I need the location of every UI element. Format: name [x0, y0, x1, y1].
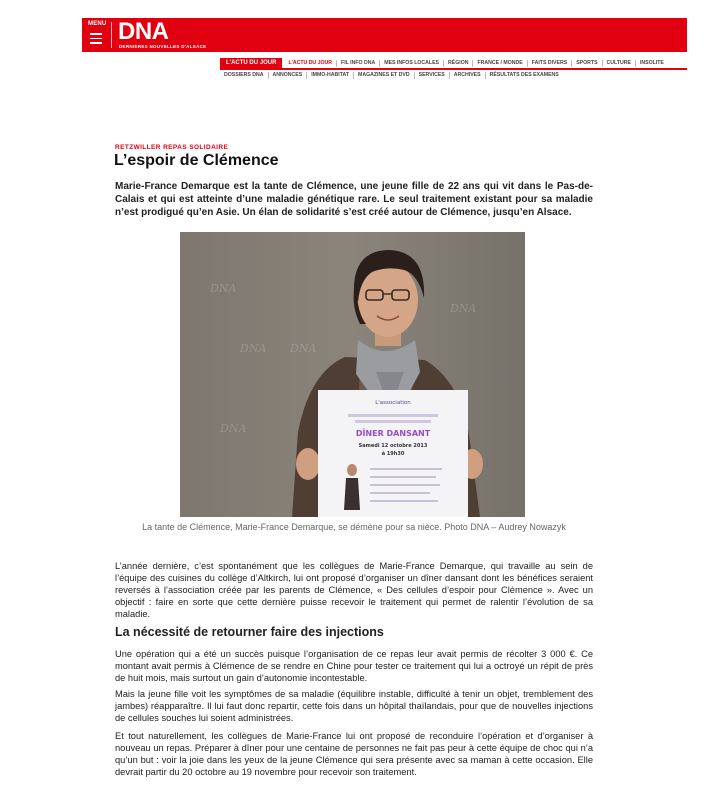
nav-item-magazines[interactable]: MAGAZINES ET DVD [354, 72, 415, 79]
svg-text:DNA: DNA [450, 302, 477, 315]
article-lead: Marie-France Demarque est la tante de Clémence, une jeune fille de 22 ans qui vit dans le Pas-de-Calais et qui est atteinte d’une maladie génétique rare. Le seul traitement existant pour sa maladie n’est prodigué qu’en Asie. Un élan de solidarité s’est créé autour de Clémence, jusqu’en Alsace. [115, 181, 593, 218]
svg-text:DNA: DNA [220, 422, 247, 435]
nav-item-archives[interactable]: ARCHIVES [450, 72, 486, 79]
poster-event: DÎNER DANSANT [355, 429, 431, 438]
site-logo[interactable]: DNA [118, 18, 169, 45]
menu-label: MENU [88, 21, 107, 27]
article-paragraph-4: Et tout naturellement, les collègues de Marie-France lui ont proposé de reconduire l’opération et d’organiser à nouveau un repas. Préparer à dîner pour une centaine de personnes ne fait pas peur à cette équipe de choc qui n’a qu’un but : voir la joie dans les yeux de la jeune Clémence qui sera présente avec sa maman à cette occasion. Elle devrait partir du 20 octobre au 19 novembre pour recevoir son traitement. [115, 731, 593, 777]
nav-item-dossiers[interactable]: DOSSIERS DNA [220, 72, 269, 79]
menu-button[interactable] [82, 18, 110, 52]
nav-item-resultats-examens[interactable]: RÉSULTATS DES EXAMENS [489, 71, 559, 78]
nav-item-services[interactable]: SERVICES [415, 72, 450, 79]
header-divider [111, 22, 112, 48]
nav-item-sports[interactable]: SPORTS [572, 60, 602, 67]
nav-item-mes-infos-locales[interactable]: MES INFOS LOCALES [380, 60, 444, 67]
poster-date: Samedi 12 octobre 2013 [358, 443, 428, 449]
article-title: L’espoir de Clémence [114, 152, 279, 169]
photo-watermark: DNA [210, 282, 237, 295]
nav-item-actu-du-jour[interactable]: L'ACTU DU JOUR [284, 60, 337, 67]
nav-badge-actu-du-jour[interactable]: L'ACTU DU JOUR [220, 58, 282, 68]
article-paragraph-2: Une opération qui a été un succès puisque l’organisation de ce repas leur avait permis de récolter 3 000 €. Ce montant avait permis à Clémence de se rendre en Chine pour tester ce traitement qui lui a octroyé un répit de près de huit mois, mais surtout un gain d’autonomie incontestable. [115, 649, 593, 683]
nav-item-region[interactable]: RÉGION [444, 60, 473, 67]
poster-title: L'association [375, 400, 411, 406]
article-paragraph-3: Mais la jeune fille voit les symptômes de sa maladie (équilibre instable, difficulté à tenir un objet, tremblement des jambes) réapparaître. Il lui faut donc repartir, cette fois dans un hôpital thaïlandais, pour que de nouvelles injections de cellules souches lui soient administrées. [115, 689, 593, 723]
nav-item-faits-divers[interactable]: FAITS DIVERS [528, 60, 572, 67]
nav-item-annonces[interactable]: ANNONCES [269, 72, 308, 79]
poster-time: à 19h30 [381, 451, 405, 457]
site-logo-subtitle: DERNIÈRES NOUVELLES D'ALSACE [119, 44, 207, 49]
nav-item-insolite[interactable]: INSOLITE [639, 59, 664, 66]
svg-text:DNA: DNA [240, 342, 267, 355]
nav-row-secondary [220, 70, 563, 80]
article-subheading: La nécessité de retourner faire des injections [115, 625, 384, 639]
article-photo [180, 232, 525, 517]
nav-item-fil-info[interactable]: FIL INFO DNA [337, 60, 380, 67]
svg-text:DNA: DNA [290, 342, 317, 355]
nav-row-primary [220, 58, 668, 68]
hamburger-icon [90, 33, 102, 47]
nav-item-france-monde[interactable]: FRANCE / MONDE [473, 60, 527, 67]
nav-item-immo-habitat[interactable]: IMMO-HABITAT [307, 72, 354, 79]
site-header [82, 18, 687, 52]
article-kicker: RETZWILLER REPAS SOLIDAIRE [115, 144, 229, 151]
nav-item-culture[interactable]: CULTURE [603, 60, 636, 67]
article-paragraph-1: L’année dernière, c’est spontanément que les collègues de Marie-France Demarque, qui travaille au sein de l’équipe des cuisines du collège d’Altkirch, lui ont proposé d’organiser un dîner dansant dont les bénéfices seraient reversés à l’association créée par les parents de Clémence, « Des cellules d’espoir pour Clémence ». Avec un objectif : faire en sorte que cette dernière puisse recevoir le traitement qui permet de ralentir l’évolution de sa maladie. [115, 561, 593, 619]
photo-caption: La tante de Clémence, Marie-France Demarque, se démène pour sa nièce. Photo DNA – Audrey Nowazyk [142, 522, 566, 532]
